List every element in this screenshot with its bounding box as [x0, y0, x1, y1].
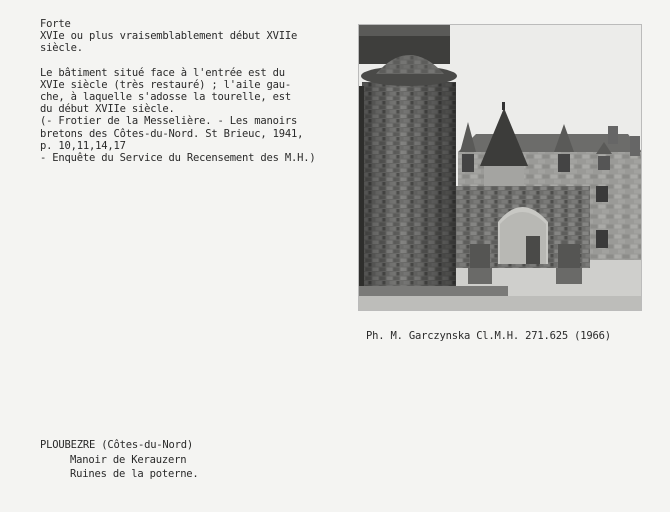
note-gap	[40, 55, 340, 67]
description-notes	[40, 18, 340, 164]
photo-credit: Ph. M. Garczynska Cl.M.H. 271.625 (1966)	[366, 330, 611, 342]
note-line: p. 10,11,14,17	[40, 139, 126, 152]
note-line: du début XVIIe siècle.	[40, 103, 175, 116]
manor-photograph	[358, 24, 642, 311]
note-line: bretons des Côtes-du-Nord. St Brieuc, 1941,	[40, 127, 304, 140]
note-line: XVIe ou plus vraisemblablement début XVIIe	[40, 30, 298, 43]
location-block	[40, 438, 199, 482]
site-label: Manoir de Kerauzern	[70, 453, 187, 466]
note-line: (- Frotier de la Messelière. - Les manoirs	[40, 115, 298, 128]
note-line: che, à laquelle s'adosse la tourelle, est	[40, 91, 291, 104]
subject-label: Ruines de la poterne.	[70, 468, 199, 480]
note-line: XVIe siècle (très restauré) ; l'aile gau-	[40, 78, 291, 91]
note-line: siècle.	[40, 42, 83, 55]
note-line: Le bâtiment situé face à l'entrée est du	[40, 66, 285, 79]
note-line: - Enquête du Service du Recensement des M.H.)	[40, 152, 316, 165]
commune-label: PLOUBEZRE (Côtes-du-Nord)	[40, 439, 194, 451]
note-line: Forte	[40, 18, 71, 30]
